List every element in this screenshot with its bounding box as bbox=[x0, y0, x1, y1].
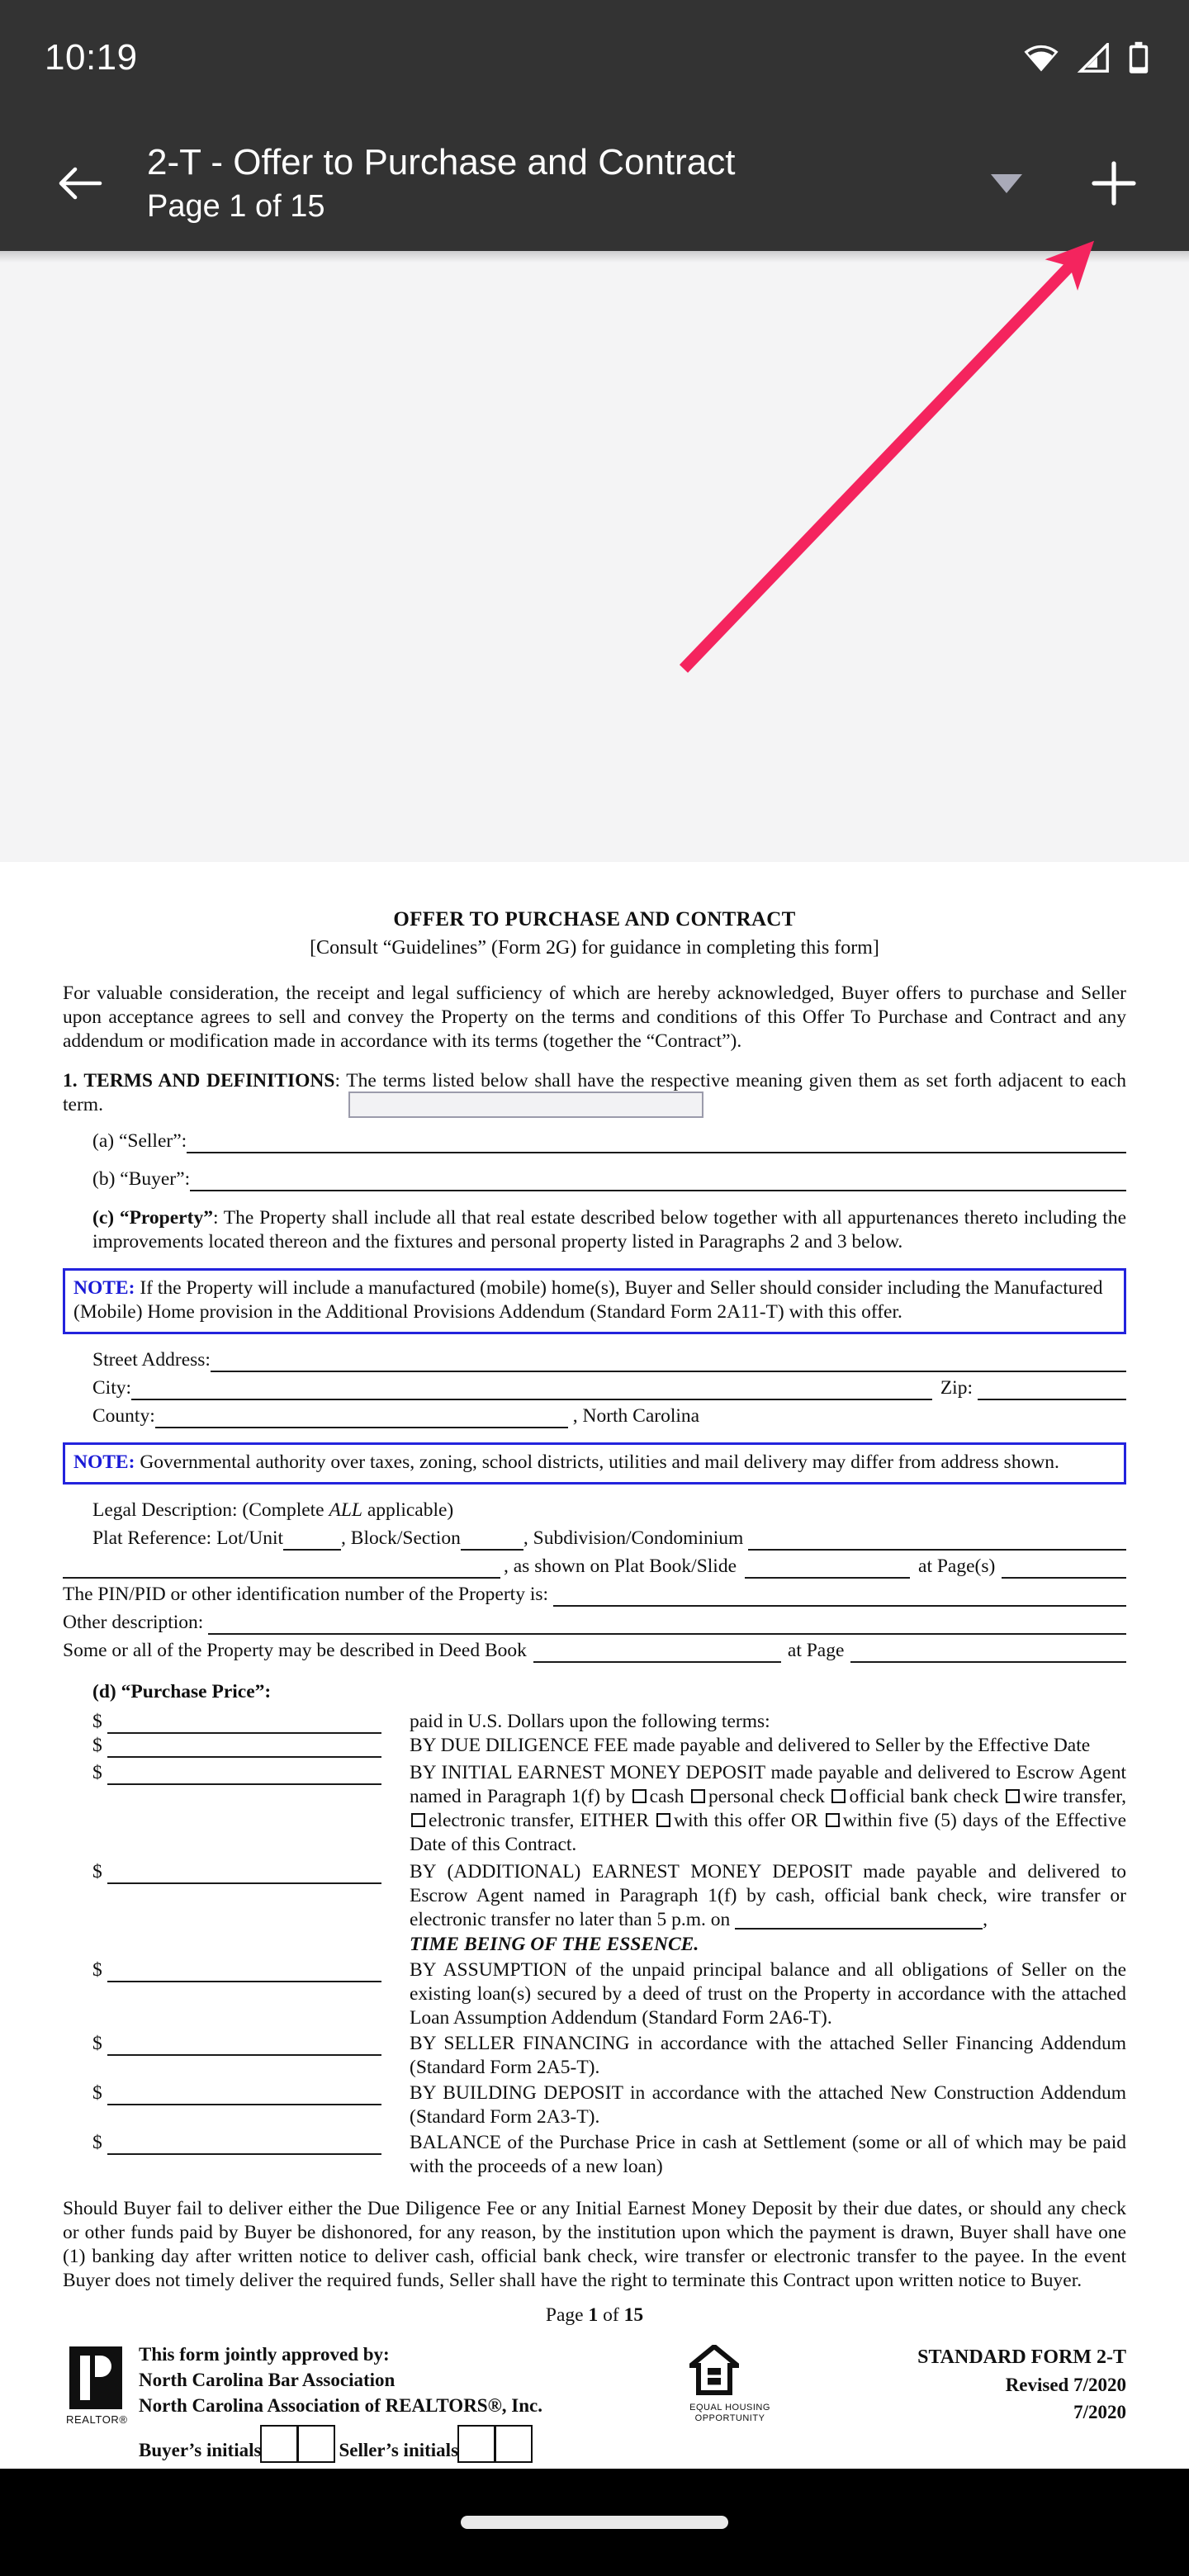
pp-row-balance[interactable]: $ BALANCE of the Purchase Price in cash at Settlement (some or all of which may be paid with the proceeds of a new loan) bbox=[92, 2132, 1126, 2177]
other-desc-line[interactable] bbox=[208, 1615, 1126, 1635]
checkbox-official-bank-check[interactable] bbox=[831, 1789, 846, 1803]
county-row[interactable] bbox=[92, 1404, 1126, 1428]
terms-text-input[interactable] bbox=[348, 1091, 703, 1118]
legal-title-a: Legal Description: (Complete bbox=[92, 1499, 329, 1521]
emd-date-line[interactable] bbox=[735, 1910, 983, 1930]
document-subheading: [Consult “Guidelines” (Form 2G) for guidance in completing this form] bbox=[310, 937, 879, 959]
deed-label: Some or all of the Property may be described in Deed Book bbox=[63, 1640, 527, 1661]
status-bar bbox=[0, 0, 1189, 116]
checkbox-personal-check[interactable] bbox=[691, 1789, 705, 1803]
buyer-initial-box-2[interactable] bbox=[297, 2425, 335, 2463]
deed-book-line[interactable] bbox=[533, 1643, 781, 1663]
eho-line-1: EQUAL HOUSING bbox=[689, 2403, 770, 2413]
note2-text: Governmental authority over taxes, zoning, school districts, utilities and mail delivery may differ from address shown. bbox=[135, 1451, 1059, 1473]
zip-line[interactable] bbox=[978, 1380, 1126, 1400]
label-with-this-offer: with this offer OR bbox=[673, 1810, 818, 1831]
pp-row-assumption[interactable]: $ BY ASSUMPTION of the unpaid principal balance and all obligations of Seller on the existing loan(s) secured by a deed of trust on the Property in accordance with the attached Loan Assumption Addendum (Standard Form 2A6-T). bbox=[92, 1959, 1126, 2029]
subdivision-label: , Subdivision/Condominium bbox=[523, 1527, 744, 1549]
pp-desc-additional-emd: BY (ADDITIONAL) EARNEST MONEY DEPOSIT made payable and delivered to Escrow Agent named in Paragraph 1(f) by cash, official bank check, wire transfer or electronic transfer no later than 5 p.m. on , TIME BEING OF THE ESSENCE. bbox=[410, 1861, 1126, 1955]
status-bar-clock: 10:19 bbox=[45, 37, 138, 78]
arrow-left-icon bbox=[57, 163, 103, 203]
equal-housing-text bbox=[689, 2403, 770, 2424]
pp-amount-line-due-diligence[interactable] bbox=[107, 1738, 381, 1758]
page-total: 15 bbox=[623, 2304, 644, 2326]
buyer-field-row[interactable] bbox=[63, 1167, 1126, 1191]
app-bar-shadow bbox=[0, 251, 1189, 263]
page-s-label: at Page(s) bbox=[918, 1556, 996, 1577]
pp-amount-line-total[interactable] bbox=[107, 1714, 381, 1734]
purchase-price-label: (d) “Purchase Price”: bbox=[92, 1681, 272, 1702]
purchase-price-rows bbox=[63, 1710, 1126, 2179]
back-button[interactable] bbox=[43, 146, 117, 220]
dropdown-button[interactable] bbox=[978, 154, 1035, 212]
pp-row-due-diligence[interactable]: $ BY DUE DILIGENCE FEE made payable and delivered to Seller by the Effective Date bbox=[63, 1734, 1126, 1758]
checkbox-with-this-offer[interactable] bbox=[656, 1813, 670, 1827]
approval-block bbox=[139, 2342, 542, 2463]
battery-icon bbox=[1128, 41, 1149, 74]
other-desc-label: Other description: bbox=[63, 1612, 204, 1633]
street-address-line[interactable] bbox=[211, 1352, 1126, 1372]
buyer-input-line[interactable] bbox=[190, 1172, 1126, 1191]
label-official-bank-check: official bank check bbox=[849, 1786, 999, 1807]
pp-desc-due-diligence: BY DUE DILIGENCE FEE made payable and delivered to Seller by the Effective Date bbox=[410, 1735, 1091, 1756]
buyer-initials-label: Buyer’s initials bbox=[139, 2440, 262, 2460]
pp-amount-line-additional-emd[interactable] bbox=[107, 1864, 381, 1884]
seller-field-row[interactable] bbox=[63, 1129, 1126, 1153]
document-footer bbox=[63, 2342, 1126, 2463]
seller-label: (a) “Seller”: bbox=[92, 1130, 187, 1152]
note-manufactured-home bbox=[63, 1268, 1126, 1334]
city-label: City: bbox=[92, 1377, 132, 1399]
pp-desc-balance: BALANCE of the Purchase Price in cash at Settlement (some or all of which may be paid with the proceeds of a new loan) bbox=[410, 2132, 1126, 2177]
approval-line-3: North Carolina Association of REALTORS®, Inc. bbox=[139, 2395, 542, 2416]
label-wire-transfer: wire transfer, bbox=[1023, 1786, 1126, 1807]
pp-initial-emd-text: BY INITIAL EARNEST MONEY DEPOSIT made payable and delivered to Escrow Agent named in Paragraph 1(f) by bbox=[410, 1762, 1126, 1807]
pin-label: The PIN/PID or other identification number of the Property is: bbox=[63, 1584, 549, 1605]
wifi-icon bbox=[1022, 43, 1060, 73]
time-of-essence-text: TIME BEING OF THE ESSENCE. bbox=[410, 1934, 699, 1955]
checkbox-within-five-days[interactable] bbox=[826, 1813, 840, 1827]
legal-title-b: applicable) bbox=[362, 1499, 454, 1521]
system-navigation-bar bbox=[0, 2469, 1189, 2576]
pp-row-total[interactable]: $ paid in U.S. Dollars upon the following terms: bbox=[63, 1710, 1126, 1734]
add-button[interactable] bbox=[1075, 144, 1153, 222]
pdf-page-1[interactable] bbox=[0, 862, 1189, 2472]
pp-row-seller-financing[interactable]: $ BY SELLER FINANCING in accordance with the attached Seller Financing Addendum (Standard Form 2A5-T). bbox=[92, 2033, 1126, 2078]
form-revised-date: Revised 7/2020 bbox=[1005, 2375, 1126, 2395]
note2-label: NOTE: bbox=[73, 1451, 135, 1473]
property-label: (c) “Property” bbox=[92, 1207, 213, 1229]
approval-line-2: North Carolina Bar Association bbox=[139, 2370, 396, 2390]
label-electronic-transfer: electronic transfer, EITHER bbox=[429, 1810, 649, 1831]
seller-initial-box-1[interactable] bbox=[457, 2425, 495, 2463]
status-bar-icons bbox=[1022, 41, 1149, 74]
initials-row bbox=[139, 2425, 542, 2463]
realtor-logo bbox=[63, 2342, 134, 2426]
buyer-initial-box-1[interactable] bbox=[260, 2425, 298, 2463]
city-line[interactable] bbox=[131, 1380, 932, 1400]
form-metadata bbox=[917, 2342, 1126, 2423]
pp-initial-emd-tail: (5) days of the Effective Date of this Contract. bbox=[410, 1810, 1127, 1855]
eho-line-2: OPPORTUNITY bbox=[694, 2413, 765, 2423]
property-definition bbox=[63, 1206, 1126, 1254]
legal-description-block bbox=[63, 1498, 1126, 1663]
label-within-five: within five bbox=[842, 1810, 929, 1831]
pin-line[interactable] bbox=[553, 1587, 1126, 1607]
pp-row-additional-emd[interactable]: $ BY (ADDITIONAL) EARNEST MONEY DEPOSIT made payable and delivered to Escrow Agent named in Paragraph 1(f) by cash, official bank check, wire transfer or electronic transfer no later than 5 p.m. on , TIME BEING OF THE ESSENCE. bbox=[92, 1861, 1126, 1955]
at-page-label: at Page bbox=[787, 1640, 845, 1661]
at-page-line[interactable] bbox=[850, 1643, 1126, 1663]
pdf-viewer[interactable] bbox=[0, 251, 1189, 2469]
pp-row-initial-emd[interactable]: $ BY INITIAL EARNEST MONEY DEPOSIT made payable and delivered to Escrow Agent named in Paragraph 1(f) by cash personal check official bank check wire transfer, electronic transfer, EITHER with this offer OR within five (5) days of the Effective Date of this Contract. bbox=[92, 1762, 1127, 1855]
pp-amount-line-building-deposit[interactable] bbox=[107, 2086, 381, 2105]
deed-book-row[interactable] bbox=[63, 1638, 1126, 1663]
pp-desc-seller-financing: BY SELLER FINANCING in accordance with the attached Seller Financing Addendum (Standard Form 2A5-T). bbox=[410, 2033, 1126, 2078]
intro-paragraph: For valuable consideration, the receipt and legal sufficiency of which are hereby acknowledged, Buyer offers to purchase and Seller upon acceptance agrees to sell and convey the Property on the terms and conditions of this Offer To Purchase and Contract and any addendum or modification made in accordance with its terms (together the “Contract”). bbox=[63, 983, 1126, 1052]
pp-amount-line-balance[interactable] bbox=[107, 2135, 381, 2155]
pp-amount-line-initial-emd[interactable] bbox=[107, 1765, 381, 1785]
app-bar-titles bbox=[147, 140, 978, 226]
note-label: NOTE: bbox=[73, 1277, 135, 1299]
checkbox-cash[interactable] bbox=[632, 1789, 647, 1803]
shown-label: , as shown on Plat Book/Slide bbox=[504, 1556, 737, 1577]
realtor-r-icon bbox=[69, 2346, 122, 2409]
standard-form-name: STANDARD FORM 2-T bbox=[917, 2346, 1126, 2368]
page-s-line[interactable] bbox=[1002, 1559, 1126, 1579]
page-number-footer bbox=[63, 2304, 1126, 2327]
city-zip-row[interactable] bbox=[92, 1376, 1126, 1400]
label-cash: cash bbox=[649, 1786, 685, 1807]
document-heading: OFFER TO PURCHASE AND CONTRACT bbox=[393, 908, 796, 930]
cellular-signal-icon bbox=[1077, 43, 1111, 73]
county-label: County: bbox=[92, 1405, 155, 1427]
subdivision-line[interactable] bbox=[748, 1531, 1126, 1551]
state-text: , North Carolina bbox=[572, 1405, 700, 1427]
address-block bbox=[63, 1347, 1126, 1428]
section-1-title: TERMS AND DEFINITIONS bbox=[83, 1070, 335, 1091]
page-current: 1 bbox=[588, 2304, 599, 2326]
seller-initial-box-2[interactable] bbox=[495, 2425, 533, 2463]
pp-additional-emd-text: BY (ADDITIONAL) EARNEST MONEY DEPOSIT made payable and delivered to Escrow Agent named in Paragraph 1(f) by cash, official bank check, wire transfer or electronic transfer no later than 5 p.m. on bbox=[410, 1861, 1126, 1930]
equal-housing-icon bbox=[689, 2345, 739, 2396]
equal-housing-logo bbox=[542, 2342, 917, 2424]
app-bar bbox=[0, 116, 1189, 251]
subdivision-cont-line[interactable] bbox=[63, 1559, 500, 1579]
approval-line-1: This form jointly approved by: bbox=[139, 2344, 390, 2365]
page-subtitle: Page 1 of 15 bbox=[147, 189, 325, 224]
home-indicator[interactable] bbox=[461, 2516, 728, 2529]
plat-reference-row[interactable] bbox=[92, 1526, 1126, 1551]
county-line[interactable] bbox=[155, 1409, 568, 1428]
note-governmental-authority bbox=[63, 1442, 1126, 1485]
page-prefix: Page bbox=[545, 2304, 589, 2326]
pp-amount-line-seller-financing[interactable] bbox=[107, 2036, 381, 2056]
label-personal-check: personal check bbox=[708, 1786, 825, 1807]
checkbox-electronic-transfer[interactable] bbox=[411, 1813, 425, 1827]
lot-unit-line[interactable] bbox=[283, 1531, 341, 1551]
realtor-wordmark: REALTOR® bbox=[66, 2413, 128, 2426]
pp-desc-total: paid in U.S. Dollars upon the following terms: bbox=[410, 1711, 770, 1732]
note-text: If the Property will include a manufactured (mobile) home(s), Buyer and Seller should consider including the Manufactured (Mobile) Home provision in the Additional Provisions Addendum (Standard Form 2A11-T) with this offer. bbox=[73, 1277, 1103, 1323]
pin-pid-row[interactable] bbox=[63, 1582, 1126, 1607]
block-label: , Block/Section bbox=[341, 1527, 461, 1549]
pp-desc-building-deposit: BY BUILDING DEPOSIT in accordance with the attached New Construction Addendum (Standard Form 2A3-T). bbox=[410, 2082, 1126, 2128]
plus-icon bbox=[1087, 157, 1140, 210]
pp-row-building-deposit[interactable]: $ BY BUILDING DEPOSIT in accordance with the attached New Construction Addendum (Standard Form 2A3-T). bbox=[92, 2082, 1126, 2128]
pp-amount-line-assumption[interactable] bbox=[107, 1963, 381, 1982]
street-address-label: Street Address: bbox=[92, 1349, 211, 1371]
other-description-row[interactable] bbox=[63, 1610, 1126, 1635]
zip-label: Zip: bbox=[940, 1377, 973, 1399]
page-title: 2-T - Offer to Purchase and Contract bbox=[147, 142, 736, 182]
buyer-label: (b) “Buyer”: bbox=[92, 1168, 191, 1190]
seller-initials-label: Seller’s initials bbox=[339, 2440, 459, 2460]
plat-book-row[interactable] bbox=[63, 1554, 1126, 1579]
pp-desc-initial-emd bbox=[410, 1761, 1126, 1857]
chevron-down-icon bbox=[991, 174, 1022, 193]
purchase-price-heading bbox=[63, 1681, 1126, 1703]
street-address-row[interactable] bbox=[92, 1347, 1126, 1372]
legal-description-title bbox=[92, 1498, 1126, 1522]
pp-desc-assumption: BY ASSUMPTION of the unpaid principal balance and all obligations of Seller on the existing loan(s) secured by a deed of trust on the Property in accordance with the attached Loan Assumption Addendum (Standard Form 2A6-T). bbox=[410, 1959, 1126, 2029]
legal-title-all: ALL bbox=[329, 1499, 362, 1521]
property-text: : The Property shall include all that real estate described below together with all appurtenances thereto including the improvements located thereon and the fixtures and personal property listed in Paragraphs 2 and 3 below. bbox=[92, 1207, 1127, 1252]
plat-book-line[interactable] bbox=[745, 1559, 910, 1579]
section-1-text: : The terms listed below shall have the respective meaning given them as set forth adjacent to each term. bbox=[63, 1070, 1127, 1115]
checkbox-wire-transfer[interactable] bbox=[1006, 1789, 1020, 1803]
page-middle: of bbox=[598, 2304, 624, 2326]
closing-paragraph: Should Buyer fail to deliver either the Due Diligence Fee or any Initial Earnest Money Deposit by their due dates, or should any check or other funds paid by Buyer be dishonored, for any reason, by the institution upon which the payment is drawn, Buyer shall have one (1) banking day after written notice to deliver cash, official bank check, wire transfer or electronic transfer to the payee. In the event Buyer does not timely deliver the required funds, Seller shall have the right to terminate this Contract upon written notice to Buyer. bbox=[63, 2198, 1126, 2291]
plat-label: Plat Reference: Lot/Unit bbox=[92, 1527, 284, 1549]
seller-input-line[interactable] bbox=[187, 1134, 1126, 1153]
form-date: 7/2020 bbox=[1073, 2402, 1126, 2422]
block-section-line[interactable] bbox=[461, 1531, 523, 1551]
section-1-number: 1. bbox=[63, 1070, 78, 1091]
